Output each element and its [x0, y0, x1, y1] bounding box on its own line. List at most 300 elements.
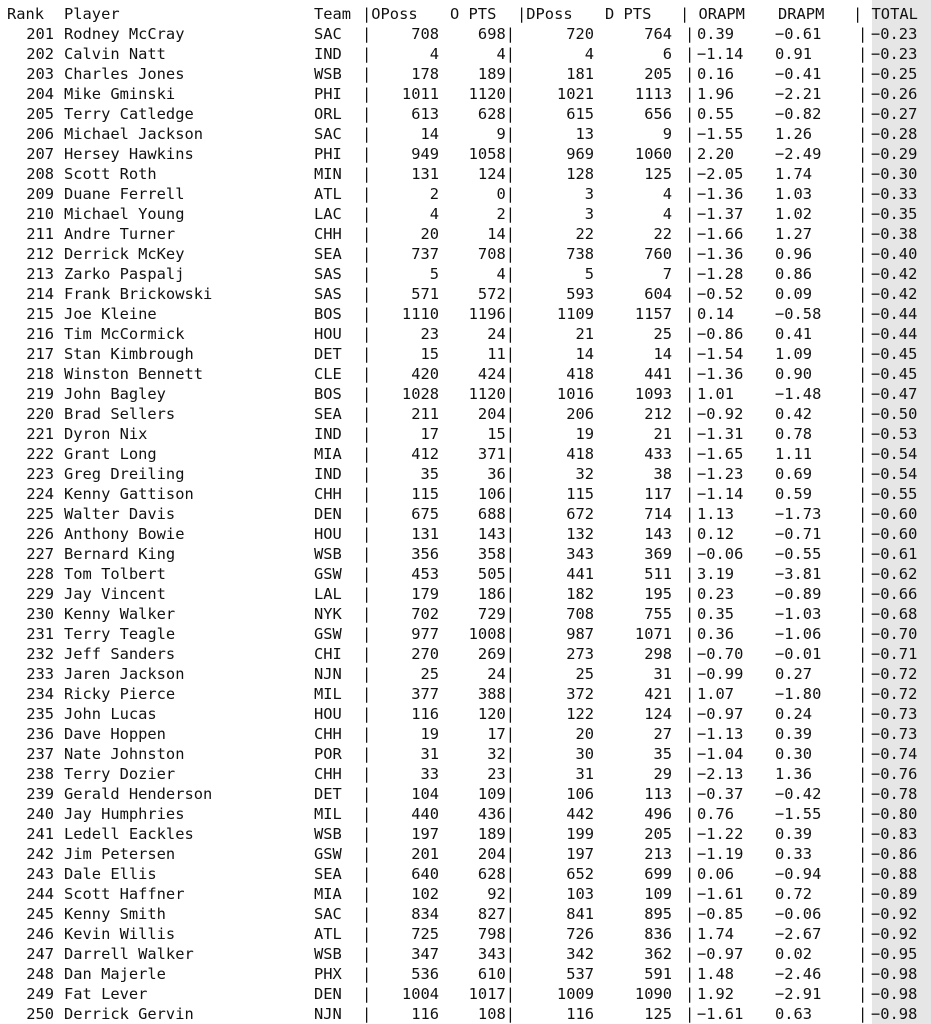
player-cell: Charles Jones	[64, 65, 185, 83]
opts-cell: 1120|	[468, 385, 515, 403]
team-cell: BOS	[314, 305, 342, 323]
separator: |	[858, 585, 868, 603]
rank-cell: 203	[26, 65, 54, 83]
separator: |	[685, 265, 695, 283]
opts-cell: 15|	[487, 425, 515, 443]
drapm-cell: −2.21	[775, 85, 822, 103]
rank-cell: 225	[26, 505, 54, 523]
drapm-cell: −1.06	[775, 625, 822, 643]
dpts-cell: 205	[644, 65, 672, 83]
team-cell: SAC	[314, 25, 342, 43]
rank-cell: 221	[26, 425, 54, 443]
team-cell: GSW	[314, 845, 342, 863]
rank-cell: 234	[26, 685, 54, 703]
separator: |	[685, 965, 695, 983]
separator: |	[858, 465, 868, 483]
table-row	[0, 524, 931, 544]
table-row	[0, 824, 931, 844]
player-cell: Winston Bennett	[64, 365, 203, 383]
drapm-cell: −0.61	[775, 25, 822, 43]
separator: |	[362, 105, 372, 123]
orapm-cell: 1.48	[697, 965, 735, 983]
separator: |	[362, 585, 372, 603]
player-cell: Derrick Gervin	[64, 1005, 194, 1023]
oposs-cell: 1028	[401, 385, 439, 403]
separator: |	[858, 185, 868, 203]
dpts-cell: 421	[644, 685, 672, 703]
table-row	[0, 264, 931, 284]
separator: |	[685, 85, 695, 103]
separator: |	[362, 345, 372, 363]
total-cell: −0.74	[871, 745, 918, 763]
dposs-cell: 19	[575, 425, 594, 443]
team-cell: HOU	[314, 325, 342, 343]
orapm-cell: −1.31	[697, 425, 744, 443]
orapm-cell: 1.96	[697, 85, 735, 103]
total-cell: −0.83	[871, 825, 918, 843]
dposs-cell: 13	[575, 125, 594, 143]
separator: |	[858, 285, 868, 303]
orapm-cell: 2.20	[697, 145, 735, 163]
player-cell: Michael Young	[64, 205, 185, 223]
separator: |	[685, 745, 695, 763]
table-row	[0, 444, 931, 464]
total-cell: −0.73	[871, 705, 918, 723]
separator: |	[685, 725, 695, 743]
player-cell: Nate Johnston	[64, 745, 185, 763]
separator: |	[685, 865, 695, 883]
table-row	[0, 464, 931, 484]
oposs-cell: 116	[411, 1005, 439, 1023]
orapm-cell: −1.37	[697, 205, 744, 223]
team-cell: ATL	[314, 185, 342, 203]
dpts-cell: 212	[644, 405, 672, 423]
table-row	[0, 584, 931, 604]
oposs-cell: 708	[411, 25, 439, 43]
separator: |	[362, 985, 372, 1003]
separator: |	[362, 25, 372, 43]
player-cell: Scott Roth	[64, 165, 157, 183]
drapm-cell: 0.72	[775, 885, 813, 903]
dposs-cell: 987	[566, 625, 594, 643]
total-cell: −0.68	[871, 605, 918, 623]
total-cell: −0.44	[871, 325, 918, 343]
dpts-cell: 298	[644, 645, 672, 663]
player-cell: Kevin Willis	[64, 925, 176, 943]
dpts-cell: 7	[662, 265, 672, 283]
opts-cell: 358|	[477, 545, 515, 563]
player-cell: Kenny Smith	[64, 905, 166, 923]
opts-cell: 708|	[477, 245, 515, 263]
separator: |	[858, 625, 868, 643]
drapm-cell: 0.39	[775, 725, 813, 743]
total-cell: −0.26	[871, 85, 918, 103]
team-cell: WSB	[314, 945, 342, 963]
total-cell: −0.54	[871, 445, 918, 463]
opts-cell: 108|	[477, 1005, 515, 1023]
drapm-cell: 0.33	[775, 845, 813, 863]
team-cell: SAC	[314, 905, 342, 923]
separator: |	[362, 205, 372, 223]
orapm-cell: −1.61	[697, 1005, 744, 1023]
separator: |	[362, 705, 372, 723]
dpts-cell: 27	[653, 725, 672, 743]
opts-cell: 204|	[477, 405, 515, 423]
separator: |	[362, 305, 372, 323]
oposs-cell: 131	[411, 165, 439, 183]
separator: |	[858, 125, 868, 143]
drapm-cell: 1.27	[775, 225, 813, 243]
table-row	[0, 624, 931, 644]
total-cell: −0.55	[871, 485, 918, 503]
separator: |	[858, 345, 868, 363]
table-row	[0, 864, 931, 884]
team-cell: PHX	[314, 965, 342, 983]
team-cell: SEA	[314, 245, 342, 263]
player-cell: Kenny Gattison	[64, 485, 194, 503]
separator: |	[362, 85, 372, 103]
dposs-cell: 537	[566, 965, 594, 983]
separator: |	[685, 705, 695, 723]
player-cell: Jay Vincent	[64, 585, 166, 603]
total-cell: −0.76	[871, 765, 918, 783]
oposs-cell: 178	[411, 65, 439, 83]
separator: |	[858, 685, 868, 703]
separator: |	[685, 805, 695, 823]
dposs-cell: 3	[584, 185, 594, 203]
rank-cell: 244	[26, 885, 54, 903]
separator: |	[685, 905, 695, 923]
table-row	[0, 604, 931, 624]
dposs-cell: 181	[566, 65, 594, 83]
separator: |	[858, 665, 868, 683]
separator: |	[685, 285, 695, 303]
rank-cell: 232	[26, 645, 54, 663]
table-row	[0, 224, 931, 244]
separator: |	[685, 665, 695, 683]
dposs-cell: 106	[566, 785, 594, 803]
dposs-cell: 30	[575, 745, 594, 763]
orapm-cell: −2.13	[697, 765, 744, 783]
separator: |	[362, 545, 372, 563]
opts-cell: 11|	[487, 345, 515, 363]
orapm-cell: −0.85	[697, 905, 744, 923]
dpts-cell: 125	[644, 1005, 672, 1023]
total-cell: −0.27	[871, 105, 918, 123]
dpts-cell: 6	[662, 45, 672, 63]
separator: |	[362, 525, 372, 543]
opts-cell: 388|	[477, 685, 515, 703]
opts-cell: 688|	[477, 505, 515, 523]
separator: |	[858, 385, 868, 403]
rank-cell: 241	[26, 825, 54, 843]
separator: |	[362, 165, 372, 183]
separator: |	[685, 885, 695, 903]
player-cell: Dave Hoppen	[64, 725, 166, 743]
opts-cell: 628|	[477, 865, 515, 883]
orapm-cell: −1.23	[697, 465, 744, 483]
orapm-cell: 0.35	[697, 605, 735, 623]
total-cell: −0.73	[871, 725, 918, 743]
total-cell: −0.42	[871, 285, 918, 303]
header-orapm: | ORAPM	[680, 5, 745, 23]
oposs-cell: 702	[411, 605, 439, 623]
oposs-cell: 347	[411, 945, 439, 963]
team-cell: PHI	[314, 145, 342, 163]
separator: |	[362, 1005, 372, 1023]
team-cell: SEA	[314, 865, 342, 883]
opts-cell: 1196|	[468, 305, 515, 323]
separator: |	[362, 445, 372, 463]
total-cell: −0.23	[871, 25, 918, 43]
team-cell: SAC	[314, 125, 342, 143]
dposs-cell: 418	[566, 365, 594, 383]
rank-cell: 240	[26, 805, 54, 823]
opts-cell: 143|	[477, 525, 515, 543]
total-cell: −0.60	[871, 525, 918, 543]
dposs-cell: 20	[575, 725, 594, 743]
separator: |	[858, 405, 868, 423]
separator: |	[858, 825, 868, 843]
player-cell: Terry Dozier	[64, 765, 176, 783]
rank-cell: 223	[26, 465, 54, 483]
opts-cell: 106|	[477, 485, 515, 503]
team-cell: POR	[314, 745, 342, 763]
dpts-cell: 21	[653, 425, 672, 443]
dposs-cell: 103	[566, 885, 594, 903]
oposs-cell: 1004	[401, 985, 439, 1003]
rank-cell: 214	[26, 285, 54, 303]
separator: |	[858, 925, 868, 943]
dposs-cell: 115	[566, 485, 594, 503]
oposs-cell: 420	[411, 365, 439, 383]
drapm-cell: −0.89	[775, 585, 822, 603]
separator: |	[362, 945, 372, 963]
team-cell: MIA	[314, 885, 342, 903]
table-row	[0, 324, 931, 344]
team-cell: CHI	[314, 645, 342, 663]
total-cell: −0.60	[871, 505, 918, 523]
opts-cell: 1017|	[468, 985, 515, 1003]
separator: |	[858, 325, 868, 343]
orapm-cell: −0.97	[697, 705, 744, 723]
opts-cell: 698|	[477, 25, 515, 43]
drapm-cell: 0.69	[775, 465, 813, 483]
player-cell: Bernard King	[64, 545, 176, 563]
separator: |	[858, 65, 868, 83]
separator: |	[362, 625, 372, 643]
table-row	[0, 164, 931, 184]
separator: |	[685, 385, 695, 403]
separator: |	[362, 405, 372, 423]
dposs-cell: 14	[575, 345, 594, 363]
total-cell: −0.66	[871, 585, 918, 603]
team-cell: PHI	[314, 85, 342, 103]
oposs-cell: 725	[411, 925, 439, 943]
separator: |	[362, 845, 372, 863]
table-row	[0, 664, 931, 684]
total-cell: −0.45	[871, 365, 918, 383]
separator: |	[362, 765, 372, 783]
separator: |	[685, 165, 695, 183]
oposs-cell: 211	[411, 405, 439, 423]
orapm-cell: −1.04	[697, 745, 744, 763]
opts-cell: 9|	[496, 125, 515, 143]
orapm-cell: 1.13	[697, 505, 735, 523]
dpts-cell: 760	[644, 245, 672, 263]
separator: |	[858, 445, 868, 463]
dposs-cell: 21	[575, 325, 594, 343]
dposs-cell: 708	[566, 605, 594, 623]
total-cell: −0.50	[871, 405, 918, 423]
total-cell: −0.42	[871, 265, 918, 283]
rank-cell: 236	[26, 725, 54, 743]
separator: |	[685, 645, 695, 663]
separator: |	[362, 325, 372, 343]
total-cell: −0.80	[871, 805, 918, 823]
team-cell: SAS	[314, 265, 342, 283]
dposs-cell: 1109	[556, 305, 594, 323]
separator: |	[685, 785, 695, 803]
separator: |	[858, 505, 868, 523]
opts-cell: 610|	[477, 965, 515, 983]
total-cell: −0.29	[871, 145, 918, 163]
dpts-cell: 38	[653, 465, 672, 483]
separator: |	[362, 45, 372, 63]
orapm-cell: −0.86	[697, 325, 744, 343]
dposs-cell: 1016	[556, 385, 594, 403]
rank-cell: 220	[26, 405, 54, 423]
separator: |	[685, 845, 695, 863]
opts-cell: 424|	[477, 365, 515, 383]
oposs-cell: 453	[411, 565, 439, 583]
oposs-cell: 104	[411, 785, 439, 803]
table-row	[0, 844, 931, 864]
orapm-cell: −1.14	[697, 45, 744, 63]
player-cell: Fat Lever	[64, 985, 148, 1003]
drapm-cell: 0.91	[775, 45, 813, 63]
team-cell: NJN	[314, 1005, 342, 1023]
orapm-cell: −1.36	[697, 245, 744, 263]
team-cell: IND	[314, 425, 342, 443]
table-row	[0, 704, 931, 724]
team-cell: NJN	[314, 665, 342, 683]
player-cell: Kenny Walker	[64, 605, 176, 623]
table-row	[0, 124, 931, 144]
oposs-cell: 949	[411, 145, 439, 163]
rank-cell: 206	[26, 125, 54, 143]
separator: |	[685, 45, 695, 63]
drapm-cell: −0.55	[775, 545, 822, 563]
rank-cell: 247	[26, 945, 54, 963]
drapm-cell: 0.39	[775, 825, 813, 843]
rank-cell: 209	[26, 185, 54, 203]
opts-cell: 1058|	[468, 145, 515, 163]
separator: |	[858, 245, 868, 263]
team-cell: CHH	[314, 225, 342, 243]
separator: |	[858, 25, 868, 43]
team-cell: SEA	[314, 405, 342, 423]
separator: |	[858, 945, 868, 963]
table-row	[0, 924, 931, 944]
separator: |	[858, 865, 868, 883]
separator: |	[858, 785, 868, 803]
dpts-cell: 35	[653, 745, 672, 763]
oposs-cell: 5	[429, 265, 439, 283]
oposs-cell: 31	[420, 745, 439, 763]
separator: |	[362, 865, 372, 883]
player-cell: Walter Davis	[64, 505, 176, 523]
drapm-cell: 0.30	[775, 745, 813, 763]
oposs-cell: 640	[411, 865, 439, 883]
opts-cell: 436|	[477, 805, 515, 823]
dposs-cell: 1009	[556, 985, 594, 1003]
dposs-cell: 132	[566, 525, 594, 543]
opts-cell: 572|	[477, 285, 515, 303]
orapm-cell: −0.97	[697, 945, 744, 963]
team-cell: MIL	[314, 685, 342, 703]
rank-cell: 219	[26, 385, 54, 403]
separator: |	[362, 605, 372, 623]
table-row	[0, 104, 931, 124]
rank-cell: 238	[26, 765, 54, 783]
table-row	[0, 84, 931, 104]
separator: |	[362, 365, 372, 383]
total-cell: −0.28	[871, 125, 918, 143]
orapm-cell: −0.92	[697, 405, 744, 423]
total-cell: −0.45	[871, 345, 918, 363]
rank-cell: 207	[26, 145, 54, 163]
team-cell: GSW	[314, 565, 342, 583]
orapm-cell: 1.74	[697, 925, 735, 943]
separator: |	[362, 665, 372, 683]
rank-cell: 248	[26, 965, 54, 983]
separator: |	[685, 525, 695, 543]
player-cell: Derrick McKey	[64, 245, 185, 263]
rank-cell: 212	[26, 245, 54, 263]
dpts-cell: 117	[644, 485, 672, 503]
oposs-cell: 25	[420, 665, 439, 683]
team-cell: DET	[314, 345, 342, 363]
table-row	[0, 644, 931, 664]
total-cell: −0.86	[871, 845, 918, 863]
orapm-cell: −1.65	[697, 445, 744, 463]
oposs-cell: 35	[420, 465, 439, 483]
drapm-cell: 0.86	[775, 265, 813, 283]
drapm-cell: −2.49	[775, 145, 822, 163]
dpts-cell: 195	[644, 585, 672, 603]
orapm-cell: −1.54	[697, 345, 744, 363]
dpts-cell: 25	[653, 325, 672, 343]
separator: |	[362, 285, 372, 303]
rank-cell: 202	[26, 45, 54, 63]
drapm-cell: 1.26	[775, 125, 813, 143]
drapm-cell: 1.09	[775, 345, 813, 363]
separator: |	[362, 925, 372, 943]
table-row	[0, 64, 931, 84]
drapm-cell: −0.42	[775, 785, 822, 803]
separator: |	[858, 605, 868, 623]
separator: |	[685, 65, 695, 83]
player-cell: Calvin Natt	[64, 45, 166, 63]
team-cell: LAL	[314, 585, 342, 603]
rank-cell: 239	[26, 785, 54, 803]
table-row	[0, 564, 931, 584]
dpts-cell: 1060	[634, 145, 672, 163]
separator: |	[362, 805, 372, 823]
rank-cell: 222	[26, 445, 54, 463]
dpts-cell: 714	[644, 505, 672, 523]
